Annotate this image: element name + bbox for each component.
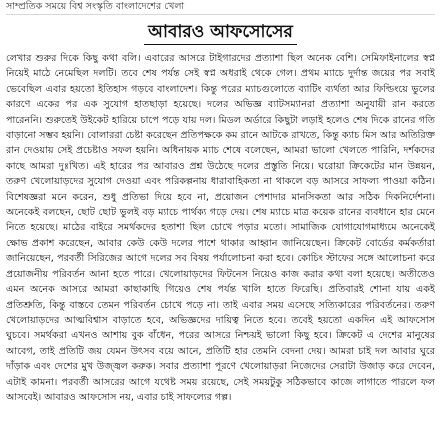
previous-article-fragment: সাম্প্রতিক সময়ে বিশ্ব সংস্কৃতি বাংলাদেশের খেলা <box>6 0 435 15</box>
article-paragraph: লেখার শুরুর দিকে কিছু কথা বলি। এবারের আসরে টাইগারদের প্রত্যাশা ছিল অনেক বেশি। সেমিফাইনালের স্বপ্ন নিয়েই মাঠে নেমেছিল দলটি। তবে শেষ পর্যন্ত সেই স্বপ্ন অধরাই থেকে গেল। প্রথম ম্যাচে দুর্দান্ত জয়ের পর সবাই ভেবেছিল এবার হয়তো ইতিহাস গড়বে বাংলাদেশ। কিন্তু পরের ম্যাচগুলোতে ব্যাটিং ব্যর্থতা আর ফিল্ডিংয়ে ভুলের কারণে একের পর এক সুযোগ হাতছাড়া হয়েছে। দলের অভিজ্ঞ ব্যাটসম্যানরা প্রত্যাশা অনুযায়ী রান করতে পারেননি। শুরুতেই উইকেট হারিয়ে চাপে পড়ে যায় দল। মিডল অর্ডারে কিছুটা লড়াই হলেও শেষ দিকে রানের গতি বাড়ানো সম্ভব হয়নি। বোলাররা চেষ্টা করেছেন প্রতিপক্ষকে কম রানে আটকে রাখতে, কিন্তু ক্যাচ মিস আর অতিরিক্ত রান দেওয়ায় সেই প্রচেষ্টাও সফল হয়নি। অধিনায়ক ম্যাচ শেষে বলেছেন, আমরা ভালো খেলতে পারিনি, দর্শকদের কাছে আমরা দুঃখিত। এই হারের পর আবারও প্রশ্ন উঠেছে দলের প্রস্তুতি নিয়ে। ঘরোয়া ক্রিকেটের মান উন্নয়ন, তরুণ খেলোয়াড়দের সুযোগ দেওয়া এবং পরিকল্পনায় ধারাবাহিকতা না থাকলে বড় আসরে সাফল্য পাওয়া কঠিন। বিশেষজ্ঞরা মনে করেন, শুধু প্রতিভা দিয়ে হবে না, প্রয়োজন পেশাদার মানসিকতা আর সঠিক দিকনির্দেশনা। অনেকেই বলছেন, ছোট ছোট ভুলই বড় ম্যাচে পার্থক্য গড়ে দেয়। শেষ ম্যাচে মাত্র কয়েক রানের ব্যবধানে হার মেনে নিতে হয়েছে। মাঠের বাইরে সমর্থকদের হতাশা ছিল চোখে পড়ার মতো। সামাজিক যোগাযোগমাধ্যমে অনেকেই ক্ষোভ প্রকাশ করেছেন, আবার কেউ কেউ দলের পাশে থাকার আহ্বান জানিয়েছেন। ক্রিকেট বোর্ডের কর্মকর্তারা জানিয়েছেন, পরবর্তী সিরিজের আগে দলের সব বিষয় পর্যালোচনা করা হবে। কোচিং স্টাফের সঙ্গে আলোচনা করে প্রয়োজনীয় পরিবর্তন আনা হতে পারে। খেলোয়াড়দের ফিটনেস নিয়েও কাজ করার কথা বলা হয়েছে। অতীতেও এমন অনেক আসরে আমরা কাছাকাছি গিয়েও শেষ পর্যন্ত খালি হাতে ফিরেছি। প্রতিবারই শোনা যায় একই প্রতিশ্রুতি, কিন্তু বাস্তবে তেমন পরিবর্তন চোখে পড়ে না। তাই এবার সময় এসেছে সত্যিকারের পরিবর্তনের। তরুণ খেলোয়াড়দের আত্মবিশ্বাস বাড়াতে হবে, অভিজ্ঞদের দায়িত্ব নিতে হবে। তবেই হয়তো একদিন এই আফসোস ঘুচবে। সমর্থকরা এখনও আশায় বুক বাঁধেন, পরের আসরে নিশ্চয়ই ভালো কিছু হবে। ক্রিকেট এ দেশের মানুষের আবেগ, তাই প্রতিটি জয় যেমন উৎসব বয়ে আনে, প্রতিটি হার তেমনি বেদনা দেয়। আমরা চাই দল আবার ঘুরে দাঁড়াক এবং দেশের মুখ উজ্জ্বল করুক। সবার প্রত্যাশা পূরণে খেলোয়াড়রা নিজেদের সেরাটা উজাড় করে দেবেন, এটাই কামনা। পরবর্তী আসরের আগে যথেষ্ট সময় রয়েছে, সেই সময়টুকু সঠিকভাবে কাজে লাগাতে পারলে ফল আসবেই। আবারও আফসোস নয়, এবার চাই সাফল্যের গল্প। <box>6 53 435 403</box>
headline-container <box>6 21 435 47</box>
article-body <box>6 51 435 423</box>
article-headline: আবারও আফসোসের <box>144 21 297 45</box>
